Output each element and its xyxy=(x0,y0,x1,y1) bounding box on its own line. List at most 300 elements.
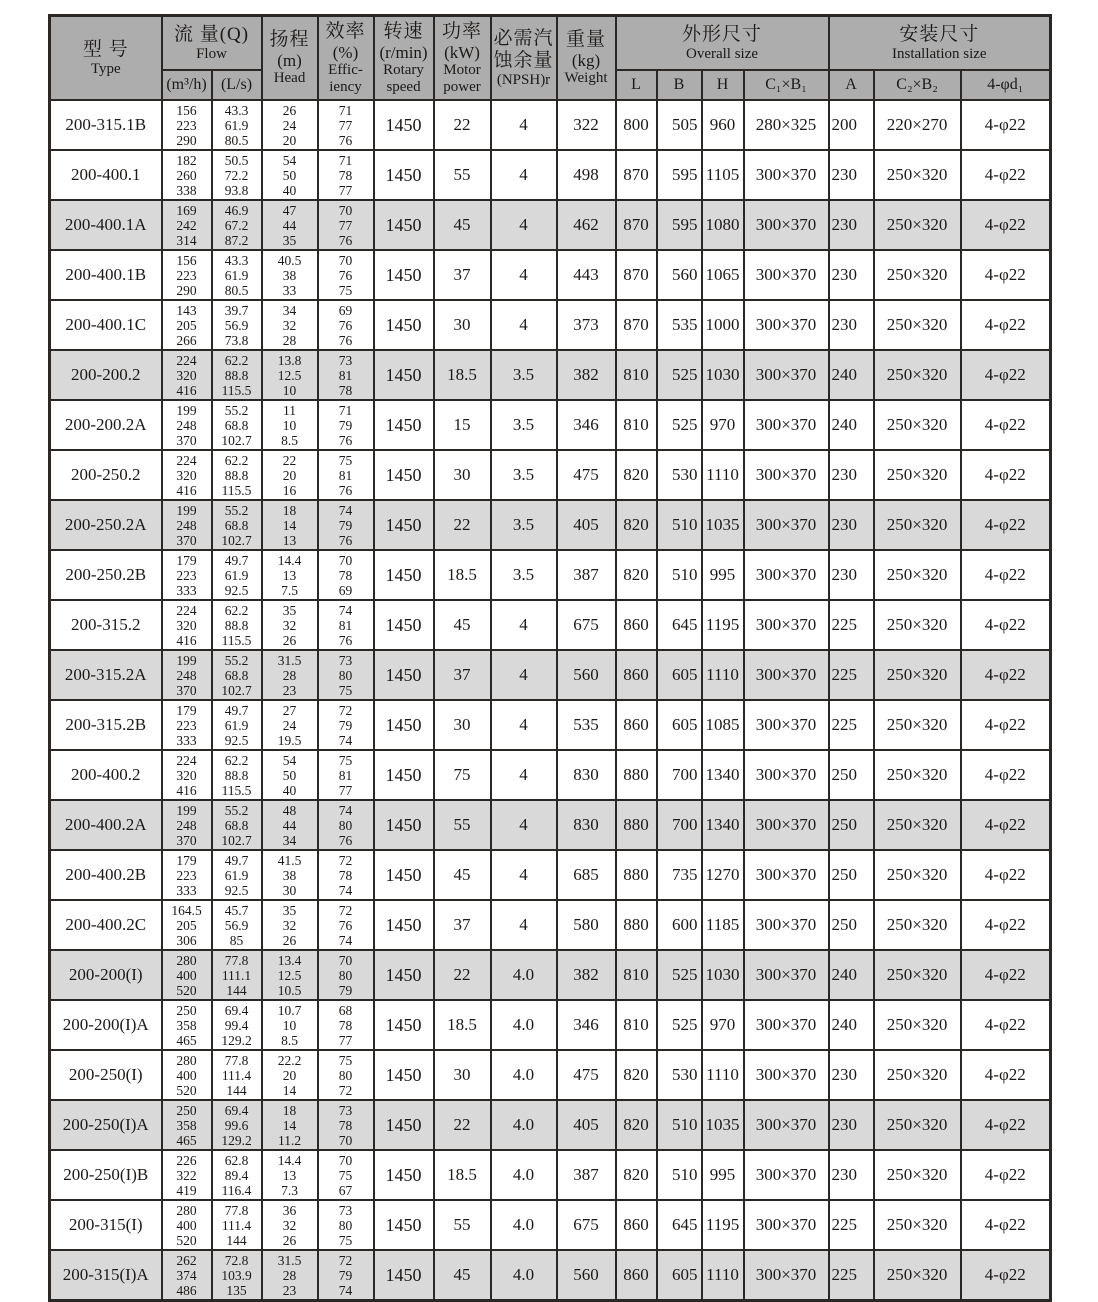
motor-power: 45 xyxy=(434,200,491,250)
head-values: 31.5 28 23 xyxy=(262,650,318,700)
flow-ls: 62.2 88.8 115.5 xyxy=(212,750,262,800)
dim-b: 530 xyxy=(657,1050,702,1100)
dim-h: 1105 xyxy=(702,150,744,200)
c1xb1-value: 280×325 xyxy=(744,100,829,150)
rotary-speed: 1450 xyxy=(374,850,434,900)
npsh-value: 3.5 xyxy=(491,450,557,500)
head-values: 14.4 13 7.3 xyxy=(262,1150,318,1200)
dim-b: 645 xyxy=(657,600,702,650)
weight-value: 405 xyxy=(557,1100,616,1150)
table-row xyxy=(50,550,1051,600)
model-type: 200-250.2A xyxy=(50,500,162,550)
efficiency-values: 73 80 75 xyxy=(318,1200,374,1250)
flow-m3h: 179 223 333 xyxy=(162,700,212,750)
c2xb2-value: 250×320 xyxy=(874,400,961,450)
c2xb2-value: 250×320 xyxy=(874,200,961,250)
bolt-holes-value: 4-φ22 xyxy=(961,350,1051,400)
flow-ls: 62.2 88.8 115.5 xyxy=(212,350,262,400)
dim-b: 525 xyxy=(657,950,702,1000)
c1xb1-value: 300×370 xyxy=(744,750,829,800)
head-values: 54 50 40 xyxy=(262,150,318,200)
c2xb2-value: 250×320 xyxy=(874,500,961,550)
col-header-flow-ls: (L/s) xyxy=(212,70,262,100)
col-header-npsh-zh1: 必需汽 xyxy=(493,27,554,49)
bolt-holes-value: 4-φ22 xyxy=(961,950,1051,1000)
dim-h: 1030 xyxy=(702,350,744,400)
bolt-holes-value: 4-φ22 xyxy=(961,450,1051,500)
table-row xyxy=(50,400,1051,450)
col-header-weight-unit: (kg) xyxy=(571,51,601,70)
head-values: 54 50 40 xyxy=(262,750,318,800)
weight-value: 830 xyxy=(557,800,616,850)
weight-value: 675 xyxy=(557,1200,616,1250)
flow-m3h: 199 248 370 xyxy=(162,500,212,550)
weight-value: 580 xyxy=(557,900,616,950)
table-row xyxy=(50,700,1051,750)
bolt-holes-value: 4-φ22 xyxy=(961,300,1051,350)
efficiency-values: 75 81 76 xyxy=(318,450,374,500)
table-row xyxy=(50,750,1051,800)
bolt-holes-value: 4-φ22 xyxy=(961,550,1051,600)
c2xb2-value: 250×320 xyxy=(874,850,961,900)
dim-a: 225 xyxy=(829,650,874,700)
dim-a: 240 xyxy=(829,400,874,450)
head-values: 40.5 38 33 xyxy=(262,250,318,300)
bolt-holes-value: 4-φ22 xyxy=(961,250,1051,300)
col-header-efficiency-en2: iency xyxy=(329,78,362,95)
model-type: 200-400.1C xyxy=(50,300,162,350)
col-header-flow-m3h: (m³/h) xyxy=(162,70,212,100)
flow-ls: 49.7 61.9 92.5 xyxy=(212,700,262,750)
bolt-holes-value: 4-φ22 xyxy=(961,500,1051,550)
head-values: 36 32 26 xyxy=(262,1200,318,1250)
npsh-value: 4.0 xyxy=(491,1200,557,1250)
dim-l: 880 xyxy=(616,750,657,800)
table-header xyxy=(50,16,1051,101)
col-header-power-en1: Motor xyxy=(443,61,481,78)
col-header-speed-en2: speed xyxy=(386,78,421,95)
bolt-holes-value: 4-φ22 xyxy=(961,100,1051,150)
model-type: 200-200.2A xyxy=(50,400,162,450)
model-type: 200-400.1B xyxy=(50,250,162,300)
weight-value: 382 xyxy=(557,350,616,400)
dim-a: 250 xyxy=(829,800,874,850)
npsh-value: 4.0 xyxy=(491,950,557,1000)
col-header-npsh xyxy=(491,16,557,101)
head-values: 11 10 8.5 xyxy=(262,400,318,450)
motor-power: 45 xyxy=(434,600,491,650)
model-type: 200-250(I) xyxy=(50,1050,162,1100)
efficiency-values: 72 79 74 xyxy=(318,700,374,750)
motor-power: 22 xyxy=(434,100,491,150)
c1xb1-value: 300×370 xyxy=(744,500,829,550)
weight-value: 475 xyxy=(557,1050,616,1100)
table-row xyxy=(50,1000,1051,1050)
dim-b: 560 xyxy=(657,250,702,300)
weight-value: 475 xyxy=(557,450,616,500)
col-header-efficiency-unit: (%) xyxy=(332,42,359,62)
weight-value: 462 xyxy=(557,200,616,250)
flow-m3h: 224 320 416 xyxy=(162,350,212,400)
c2xb2-value: 250×320 xyxy=(874,300,961,350)
dim-a: 250 xyxy=(829,850,874,900)
npsh-value: 4 xyxy=(491,700,557,750)
dim-h: 970 xyxy=(702,1000,744,1050)
npsh-value: 4 xyxy=(491,150,557,200)
dim-l: 860 xyxy=(616,1200,657,1250)
flow-ls: 72.8 103.9 135 xyxy=(212,1250,262,1301)
model-type: 200-200(I) xyxy=(50,950,162,1000)
flow-m3h: 179 223 333 xyxy=(162,550,212,600)
flow-ls: 62.2 88.8 115.5 xyxy=(212,450,262,500)
c1xb1-value: 300×370 xyxy=(744,300,829,350)
model-type: 200-400.1 xyxy=(50,150,162,200)
dim-h: 1110 xyxy=(702,1250,744,1301)
c2xb2-value: 250×320 xyxy=(874,800,961,850)
dim-b: 510 xyxy=(657,500,702,550)
dim-b: 605 xyxy=(657,650,702,700)
motor-power: 30 xyxy=(434,450,491,500)
motor-power: 37 xyxy=(434,650,491,700)
flow-ls: 55.2 68.8 102.7 xyxy=(212,500,262,550)
weight-value: 382 xyxy=(557,950,616,1000)
dim-l: 870 xyxy=(616,250,657,300)
col-header-dim-a: A xyxy=(829,70,874,100)
flow-m3h: 199 248 370 xyxy=(162,400,212,450)
col-header-head-zh: 扬程 xyxy=(269,29,310,50)
dim-h: 960 xyxy=(702,100,744,150)
bolt-holes-value: 4-φ22 xyxy=(961,1150,1051,1200)
weight-value: 322 xyxy=(557,100,616,150)
dim-l: 860 xyxy=(616,650,657,700)
dim-l: 870 xyxy=(616,200,657,250)
c2xb2-value: 250×320 xyxy=(874,1100,961,1150)
flow-m3h: 156 223 290 xyxy=(162,250,212,300)
weight-value: 405 xyxy=(557,500,616,550)
rotary-speed: 1450 xyxy=(374,150,434,200)
motor-power: 55 xyxy=(434,1200,491,1250)
model-type: 200-400.2A xyxy=(50,800,162,850)
efficiency-values: 71 77 76 xyxy=(318,100,374,150)
table-body xyxy=(50,100,1051,1301)
model-type: 200-250(I)A xyxy=(50,1100,162,1150)
motor-power: 45 xyxy=(434,850,491,900)
c2xb2-value: 250×320 xyxy=(874,700,961,750)
motor-power: 37 xyxy=(434,250,491,300)
weight-value: 346 xyxy=(557,1000,616,1050)
col-header-bolt-holes: 4-φd₁ xyxy=(961,70,1051,100)
col-header-c2xb2: C₂×B₂ xyxy=(874,70,961,100)
table-row xyxy=(50,650,1051,700)
model-type: 200-200.2 xyxy=(50,350,162,400)
col-header-head-en: Head xyxy=(273,70,306,86)
rotary-speed: 1450 xyxy=(374,500,434,550)
flow-ls: 69.4 99.4 129.2 xyxy=(212,1000,262,1050)
npsh-value: 4 xyxy=(491,750,557,800)
bolt-holes-value: 4-φ22 xyxy=(961,700,1051,750)
dim-b: 525 xyxy=(657,400,702,450)
npsh-value: 4 xyxy=(491,250,557,300)
bolt-holes-value: 4-φ22 xyxy=(961,850,1051,900)
efficiency-values: 73 78 70 xyxy=(318,1100,374,1150)
npsh-value: 4 xyxy=(491,200,557,250)
dim-b: 700 xyxy=(657,750,702,800)
bolt-holes-value: 4-φ22 xyxy=(961,1250,1051,1301)
table-row xyxy=(50,150,1051,200)
dim-a: 240 xyxy=(829,350,874,400)
weight-value: 387 xyxy=(557,1150,616,1200)
table-row xyxy=(50,900,1051,950)
table-row xyxy=(50,950,1051,1000)
motor-power: 30 xyxy=(434,1050,491,1100)
dim-l: 810 xyxy=(616,350,657,400)
dim-a: 230 xyxy=(829,150,874,200)
npsh-value: 4 xyxy=(491,650,557,700)
flow-ls: 49.7 61.9 92.5 xyxy=(212,850,262,900)
table-row xyxy=(50,300,1051,350)
weight-value: 498 xyxy=(557,150,616,200)
efficiency-values: 73 81 78 xyxy=(318,350,374,400)
bolt-holes-value: 4-φ22 xyxy=(961,1200,1051,1250)
dim-l: 880 xyxy=(616,850,657,900)
c2xb2-value: 250×320 xyxy=(874,550,961,600)
c2xb2-value: 250×320 xyxy=(874,350,961,400)
rotary-speed: 1450 xyxy=(374,300,434,350)
dim-h: 1065 xyxy=(702,250,744,300)
rotary-speed: 1450 xyxy=(374,1100,434,1150)
head-values: 34 32 28 xyxy=(262,300,318,350)
dim-a: 230 xyxy=(829,550,874,600)
dim-l: 810 xyxy=(616,400,657,450)
head-values: 13.8 12.5 10 xyxy=(262,350,318,400)
dim-a: 250 xyxy=(829,900,874,950)
npsh-value: 3.5 xyxy=(491,350,557,400)
motor-power: 22 xyxy=(434,1100,491,1150)
bolt-holes-value: 4-φ22 xyxy=(961,150,1051,200)
c1xb1-value: 300×370 xyxy=(744,650,829,700)
flow-m3h: 262 374 486 xyxy=(162,1250,212,1301)
rotary-speed: 1450 xyxy=(374,350,434,400)
motor-power: 30 xyxy=(434,300,491,350)
dim-l: 820 xyxy=(616,450,657,500)
npsh-value: 4.0 xyxy=(491,1250,557,1301)
weight-value: 675 xyxy=(557,600,616,650)
rotary-speed: 1450 xyxy=(374,650,434,700)
dim-h: 1110 xyxy=(702,450,744,500)
c2xb2-value: 250×320 xyxy=(874,1200,961,1250)
npsh-value: 4 xyxy=(491,100,557,150)
c1xb1-value: 300×370 xyxy=(744,900,829,950)
col-header-npsh-en: (NPSH)r xyxy=(496,71,551,88)
c2xb2-value: 250×320 xyxy=(874,1150,961,1200)
rotary-speed: 1450 xyxy=(374,450,434,500)
table-row xyxy=(50,500,1051,550)
efficiency-values: 70 78 69 xyxy=(318,550,374,600)
c2xb2-value: 250×320 xyxy=(874,750,961,800)
dim-l: 870 xyxy=(616,300,657,350)
dim-b: 600 xyxy=(657,900,702,950)
dim-h: 1195 xyxy=(702,600,744,650)
efficiency-values: 75 80 72 xyxy=(318,1050,374,1100)
c2xb2-value: 250×320 xyxy=(874,1250,961,1301)
dim-a: 230 xyxy=(829,1050,874,1100)
col-header-install-size xyxy=(829,16,1051,71)
flow-ls: 55.2 68.8 102.7 xyxy=(212,800,262,850)
col-header-head xyxy=(262,16,318,101)
c1xb1-value: 300×370 xyxy=(744,1000,829,1050)
bolt-holes-value: 4-φ22 xyxy=(961,1100,1051,1150)
c1xb1-value: 300×370 xyxy=(744,1200,829,1250)
flow-ls: 45.7 56.9 85 xyxy=(212,900,262,950)
motor-power: 37 xyxy=(434,900,491,950)
flow-m3h: 250 358 465 xyxy=(162,1000,212,1050)
dim-h: 1340 xyxy=(702,800,744,850)
table-row xyxy=(50,850,1051,900)
efficiency-values: 74 80 76 xyxy=(318,800,374,850)
flow-m3h: 199 248 370 xyxy=(162,800,212,850)
c1xb1-value: 300×370 xyxy=(744,250,829,300)
dim-l: 820 xyxy=(616,1050,657,1100)
dim-a: 225 xyxy=(829,700,874,750)
model-type: 200-200(I)A xyxy=(50,1000,162,1050)
dim-l: 860 xyxy=(616,700,657,750)
c1xb1-value: 300×370 xyxy=(744,200,829,250)
c2xb2-value: 220×270 xyxy=(874,100,961,150)
table-row xyxy=(50,800,1051,850)
rotary-speed: 1450 xyxy=(374,1050,434,1100)
npsh-value: 4.0 xyxy=(491,1050,557,1100)
head-values: 13.4 12.5 10.5 xyxy=(262,950,318,1000)
dim-b: 595 xyxy=(657,150,702,200)
col-header-power xyxy=(434,16,491,101)
npsh-value: 4 xyxy=(491,900,557,950)
dim-h: 1110 xyxy=(702,650,744,700)
model-type: 200-315.2B xyxy=(50,700,162,750)
dim-a: 230 xyxy=(829,500,874,550)
col-header-speed-en1: Rotary xyxy=(383,61,424,78)
head-values: 14.4 13 7.5 xyxy=(262,550,318,600)
flow-m3h: 224 320 416 xyxy=(162,600,212,650)
c1xb1-value: 300×370 xyxy=(744,400,829,450)
head-values: 31.5 28 23 xyxy=(262,1250,318,1301)
rotary-speed: 1450 xyxy=(374,700,434,750)
dim-l: 880 xyxy=(616,800,657,850)
rotary-speed: 1450 xyxy=(374,750,434,800)
bolt-holes-value: 4-φ22 xyxy=(961,1050,1051,1100)
col-header-overall-zh: 外形尺寸 xyxy=(682,23,763,45)
head-values: 35 32 26 xyxy=(262,900,318,950)
table-row xyxy=(50,1250,1051,1301)
rotary-speed: 1450 xyxy=(374,900,434,950)
bolt-holes-value: 4-φ22 xyxy=(961,750,1051,800)
npsh-value: 4 xyxy=(491,800,557,850)
dim-h: 1000 xyxy=(702,300,744,350)
efficiency-values: 70 77 76 xyxy=(318,200,374,250)
col-header-flow-zh: 流 量(Q) xyxy=(173,23,250,45)
col-header-head-unit: (m) xyxy=(277,51,302,70)
dim-h: 1035 xyxy=(702,1100,744,1150)
flow-ls: 77.8 111.1 144 xyxy=(212,950,262,1000)
model-type: 200-315.1B xyxy=(50,100,162,150)
table-row xyxy=(50,450,1051,500)
flow-m3h: 280 400 520 xyxy=(162,1050,212,1100)
motor-power: 75 xyxy=(434,750,491,800)
dim-h: 995 xyxy=(702,550,744,600)
weight-value: 346 xyxy=(557,400,616,450)
c1xb1-value: 300×370 xyxy=(744,800,829,850)
efficiency-values: 71 78 77 xyxy=(318,150,374,200)
weight-value: 443 xyxy=(557,250,616,300)
flow-m3h: 224 320 416 xyxy=(162,750,212,800)
npsh-value: 3.5 xyxy=(491,550,557,600)
col-header-speed xyxy=(374,16,434,101)
head-values: 27 24 19.5 xyxy=(262,700,318,750)
motor-power: 22 xyxy=(434,500,491,550)
weight-value: 560 xyxy=(557,1250,616,1301)
dim-a: 240 xyxy=(829,1000,874,1050)
table-row xyxy=(50,350,1051,400)
flow-ls: 50.5 72.2 93.8 xyxy=(212,150,262,200)
bolt-holes-value: 4-φ22 xyxy=(961,400,1051,450)
head-values: 35 32 26 xyxy=(262,600,318,650)
flow-ls: 55.2 68.8 102.7 xyxy=(212,650,262,700)
table-row xyxy=(50,1100,1051,1150)
dim-l: 870 xyxy=(616,150,657,200)
rotary-speed: 1450 xyxy=(374,1250,434,1301)
npsh-value: 4 xyxy=(491,850,557,900)
npsh-value: 4.0 xyxy=(491,1150,557,1200)
model-type: 200-250.2B xyxy=(50,550,162,600)
col-header-power-zh: 功率 xyxy=(442,20,483,42)
dim-a: 230 xyxy=(829,1150,874,1200)
efficiency-values: 71 79 76 xyxy=(318,400,374,450)
col-header-overall-size xyxy=(616,16,829,71)
col-header-weight-en: Weight xyxy=(564,70,608,86)
c1xb1-value: 300×370 xyxy=(744,700,829,750)
dim-l: 820 xyxy=(616,500,657,550)
dim-l: 820 xyxy=(616,1150,657,1200)
table-row xyxy=(50,1050,1051,1100)
dim-h: 1035 xyxy=(702,500,744,550)
dim-b: 525 xyxy=(657,350,702,400)
efficiency-values: 70 80 79 xyxy=(318,950,374,1000)
col-header-efficiency-en1: Effic- xyxy=(328,61,363,78)
col-header-speed-zh: 转速 xyxy=(383,20,424,42)
dim-l: 820 xyxy=(616,550,657,600)
c1xb1-value: 300×370 xyxy=(744,450,829,500)
dim-a: 230 xyxy=(829,200,874,250)
efficiency-values: 70 76 75 xyxy=(318,250,374,300)
dim-b: 505 xyxy=(657,100,702,150)
bolt-holes-value: 4-φ22 xyxy=(961,800,1051,850)
rotary-speed: 1450 xyxy=(374,250,434,300)
col-header-efficiency xyxy=(318,16,374,101)
efficiency-values: 72 76 74 xyxy=(318,900,374,950)
table-row xyxy=(50,250,1051,300)
c1xb1-value: 300×370 xyxy=(744,850,829,900)
col-header-flow xyxy=(162,16,262,71)
dim-h: 1185 xyxy=(702,900,744,950)
col-header-efficiency-zh: 效率 xyxy=(325,20,366,42)
bolt-holes-value: 4-φ22 xyxy=(961,900,1051,950)
dim-h: 1340 xyxy=(702,750,744,800)
c2xb2-value: 250×320 xyxy=(874,150,961,200)
efficiency-values: 68 78 77 xyxy=(318,1000,374,1050)
npsh-value: 3.5 xyxy=(491,500,557,550)
flow-m3h: 280 400 520 xyxy=(162,950,212,1000)
model-type: 200-315(I)A xyxy=(50,1250,162,1301)
flow-ls: 77.8 111.4 144 xyxy=(212,1050,262,1100)
